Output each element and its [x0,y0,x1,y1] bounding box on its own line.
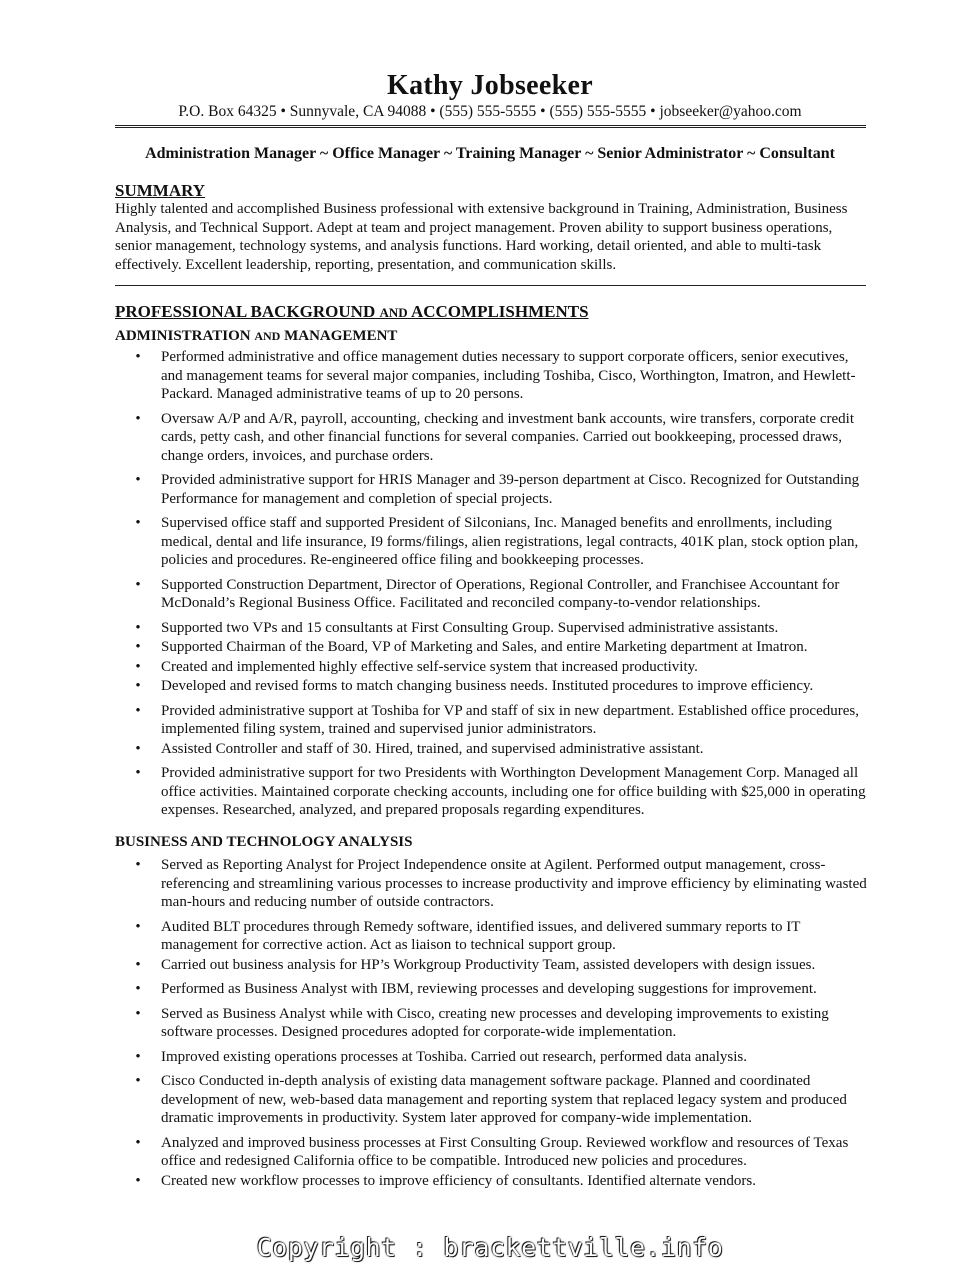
bullet-icon: • [135,740,141,757]
bullet-icon: • [135,702,141,719]
bullet-icon: • [135,515,141,531]
header-rule [115,125,866,128]
business-list [115,856,870,1196]
bullet-icon: • [135,857,141,873]
list-item [115,1072,870,1128]
list-item-text: Cisco Conducted in-depth analysis of existing data management software package. Planned and coordinated development of new, web-based data management and reporting system that replaced legacy system and produced dramatic improvements in productivity. System later approved for company-wide implementation. [161,1073,847,1126]
summary-heading: SUMMARY [115,181,206,200]
list-item-text: Supported Construction Department, Director of Operations, Regional Controller, and Franchisee Accountant for McDonald’s Regional Business Office. Facilitated and reconciled company-to-vendor relationships. [161,576,840,611]
list-item-text: Created new workflow processes to improve efficiency of consultants. Identified alternate vendors. [161,1172,756,1189]
list-item-text: Developed and revised forms to match changing business needs. Instituted procedures to improve efficiency. [161,678,814,694]
bullet-icon: • [135,1073,141,1089]
list-item-text: Supervised office staff and supported President of Silconians, Inc. Managed benefits and enrollments, including medical, dental and life insurance, I9 forms/filings, alien registrations, legal contracts, 401K plan, stock option plan, policies and procedures. Re-engineered office filing and bookkeeping processes. [161,515,859,568]
admin-subheading: ADMINISTRATION AND MANAGEMENT [115,328,398,344]
bullet-icon: • [135,619,141,636]
business-subheading: BUSINESS AND TECHNOLOGY ANALYSIS [115,834,413,850]
list-item-text: Served as Business Analyst while with Cisco, creating new processes and developing improvements to existing software processes. Designed procedures adopted for corporate-wide implementation. [161,1005,829,1040]
list-item [115,658,870,677]
list-item [115,1134,870,1171]
list-item-text: Created and implemented highly effective self-service system that increased productivity. [161,658,698,675]
bullet-icon: • [135,576,141,593]
bullet-icon: • [135,981,141,997]
bullet-icon: • [135,349,141,365]
list-item-text: Provided administrative support for HRIS Manager and 39-person department at Cisco. Recognized for Outstanding Performance for management and completion of special projects. [161,472,860,507]
list-item [115,980,870,999]
list-item [115,677,870,696]
list-item [115,1172,870,1191]
bullet-icon: • [135,956,141,973]
list-item-text: Analyzed and improved business processes at First Consulting Group. Reviewed workflow and resources of Texas office and redesigned California office to be compatible. Introduced new policies and procedures. [161,1134,849,1169]
bullet-icon: • [135,918,141,935]
bullet-icon: • [135,1172,141,1189]
list-item-text: Audited BLT procedures through Remedy software, identified issues, and delivered summary reports to IT management for corrective action. Act as liaison to technical support group. [161,918,801,953]
list-item [115,702,870,739]
bullet-icon: • [135,1048,141,1065]
list-item [115,638,870,657]
list-item-text: Supported Chairman of the Board, VP of Marketing and Sales, and entire Marketing department at Imatron. [161,639,808,655]
list-item-text: Improved existing operations processes at Toshiba. Carried out research, performed data analysis. [161,1048,747,1065]
list-item-text: Oversaw A/P and A/R, payroll, accounting, checking and investment bank accounts, wire transfers, corporate credit cards, petty cash, and other financial functions for several companies. Carried out bookkeeping, processed draws, change orders, invoices, and purchase orders. [161,410,854,464]
list-item [115,740,870,759]
copyright-watermark: Copyright : brackettville.info [256,1233,724,1262]
list-item [115,1048,870,1067]
list-item [115,956,870,975]
list-item [115,764,870,820]
list-item [115,471,870,508]
list-item [115,514,870,570]
headline-titles: Administration Manager ~ Office Manager ~ Training Manager ~ Senior Administrator ~ Consultant [145,145,835,162]
list-item-text: Assisted Controller and staff of 30. Hired, trained, and supervised administrative assistant. [161,740,704,757]
list-item-text: Served as Reporting Analyst for Project Independence onsite at Agilent. Performed output management, cross-referencing and streamlining various processes to increase productivity and improve efficiency by eliminating wasted man-hours and reducing number of outside contractors. [161,857,867,910]
bullet-icon: • [135,639,141,655]
list-item [115,856,870,912]
list-item-text: Carried out business analysis for HP’s Workgroup Productivity Team, assisted developers with design issues. [161,956,816,973]
list-item [115,348,870,404]
list-item [115,918,870,955]
bullet-icon: • [135,658,141,675]
list-item-text: Performed administrative and office management duties necessary to support corporate officers, senior executives, and management teams for several major companies, including Toshiba, Cisco, Worthington, Imatron, and Hewlett-Packard. Managed administrative teams of up to 20 persons. [161,349,856,402]
list-item-text: Provided administrative support at Toshiba for VP and staff of six in new department. Established office procedures, implemented filing system, trained and supervised junior administrators. [161,702,859,737]
bullet-icon: • [135,1134,141,1151]
summary-text: Highly talented and accomplished Business professional with extensive background in Training, Administration, Business Analysis, and Technical Support. Adept at team and project management. Proven ability to support business operations, senior management, technology systems, and analysis functions. Hard working, detail oriented, and able to multi-task effectively. Excellent leadership, reporting, presentation, and communication skills. [115,201,848,273]
candidate-name: Kathy Jobseeker [387,70,593,101]
bullet-icon: • [135,678,141,694]
list-item [115,576,870,613]
contact-line: P.O. Box 64325 • Sunnyvale, CA 94088 • (555) 555-5555 • (555) 555-5555 • jobseeker@yahoo.com [178,103,802,120]
list-item-text: Performed as Business Analyst with IBM, reviewing processes and developing suggestions for improvement. [161,981,817,997]
admin-list [115,348,870,826]
list-item-text: Supported two VPs and 15 consultants at First Consulting Group. Supervised administrative assistants. [161,619,779,636]
background-heading: PROFESSIONAL BACKGROUND AND ACCOMPLISHMENTS [115,302,589,321]
bullet-icon: • [135,472,141,488]
list-item [115,410,870,466]
bullet-icon: • [135,410,141,427]
bullet-icon: • [135,1005,141,1022]
list-item-text: Provided administrative support for two Presidents with Worthington Development Management Corp. Managed all office activities. Maintained corporate checking accounts, including one for office building with $25,000 in operating expenses. Researched, analyzed, and prepared proposals regarding expenditures. [161,765,866,818]
bullet-icon: • [135,765,141,781]
list-item [115,1005,870,1042]
summary-rule [115,285,866,286]
list-item [115,619,870,638]
